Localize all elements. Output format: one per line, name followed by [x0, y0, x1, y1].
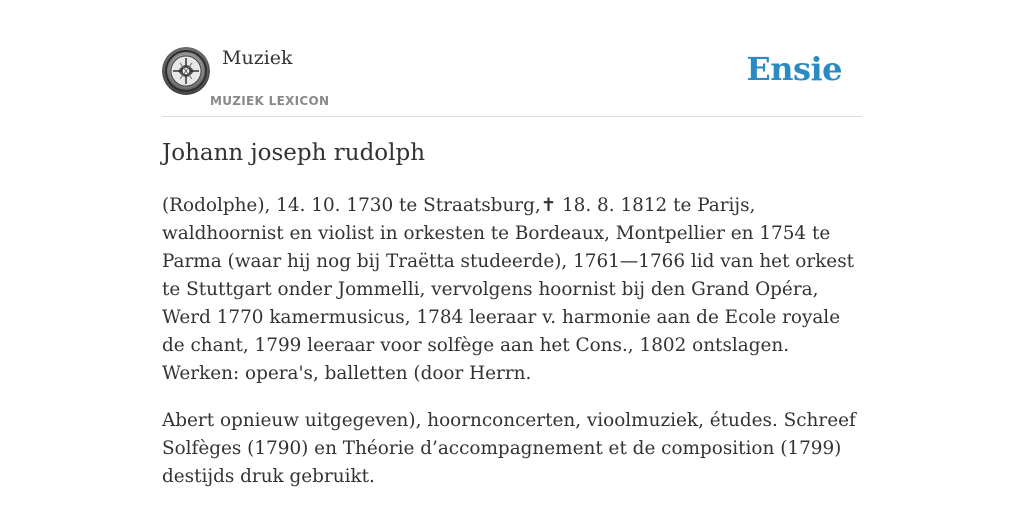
source-title-link[interactable]: Muziek	[222, 47, 293, 69]
page	[162, 0, 862, 487]
source-header	[162, 0, 862, 117]
article-paragraph: (Rodolphe), 14. 10. 1730 te Straatsburg,✝ 18. 8. 1812 te Parijs, waldhoornist en violist in orkesten te Bordeaux, Montpellier en 1754 te Parma (waar hij nog bij Traëtta studeerde), 1761—1766 lid van het orkest te Stuttgart onder Jommelli, vervolgens hoornist bij den Grand Opéra, Werd 1770 kamermusicus, 1784 leeraar v. harmonie aan de Ecole royale de chant, 1799 leeraar voor solfège aan het Cons., 1802 ontslagen. Werken: opera's, balletten (door Herrn.	[162, 195, 855, 384]
article-paragraph: Abert opnieuw uitgegeven), hoornconcerten, vioolmuziek, études. Schreef Solfèges (1790) en Théorie d’accompagnement et de composition (1799) destijds druk gebruikt.	[162, 410, 856, 487]
source-subtitle: MUZIEK LEXICON	[210, 94, 330, 108]
source-emblem-icon[interactable]	[162, 47, 210, 95]
brand-logo-link[interactable]: Ensie	[746, 50, 842, 88]
article-body	[162, 192, 862, 510]
article-title: Johann joseph rudolph	[162, 140, 426, 166]
